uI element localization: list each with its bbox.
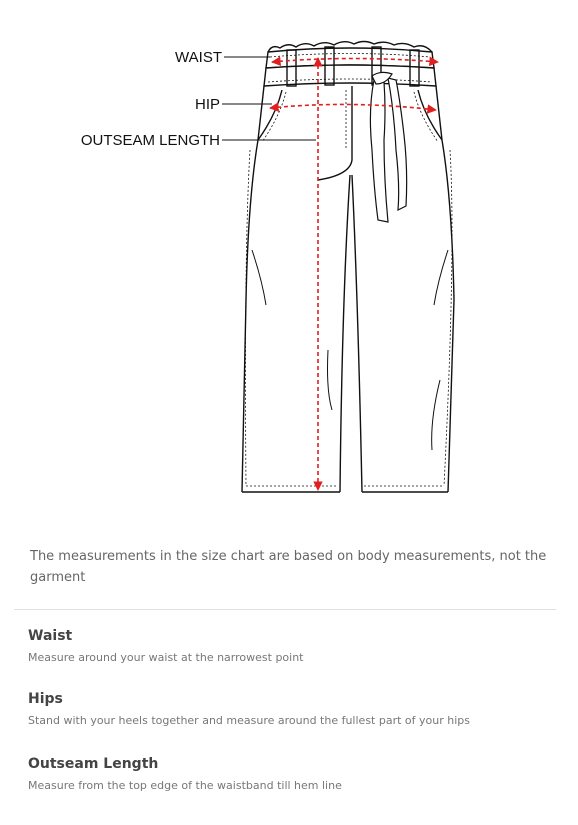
belt-tie [370,72,406,222]
measurement-hips [28,690,470,728]
measurement-title: Waist [28,628,73,644]
label-hip: HIP [194,96,220,113]
pants-body [242,86,454,492]
measurement-waist [28,627,304,665]
measure-hip-line [270,104,436,110]
divider [14,609,556,610]
size-chart-note: The measurements in the size chart are based on body measurements, not the garment [30,549,547,585]
waistband [264,42,436,87]
measurement-title: Outseam Length [28,756,159,772]
measurement-description: Measure from the top edge of the waistband till hem line [28,779,342,792]
measurement-description: Stand with your heels together and measure around the fullest part of your hips [28,714,470,727]
measurement-description: Measure around your waist at the narrowest point [28,651,304,664]
label-waist: WAIST [175,49,222,66]
label-outseam: OUTSEAM LENGTH [80,132,220,149]
measurement-title: Hips [28,691,63,707]
measurement-outseam [28,755,342,793]
